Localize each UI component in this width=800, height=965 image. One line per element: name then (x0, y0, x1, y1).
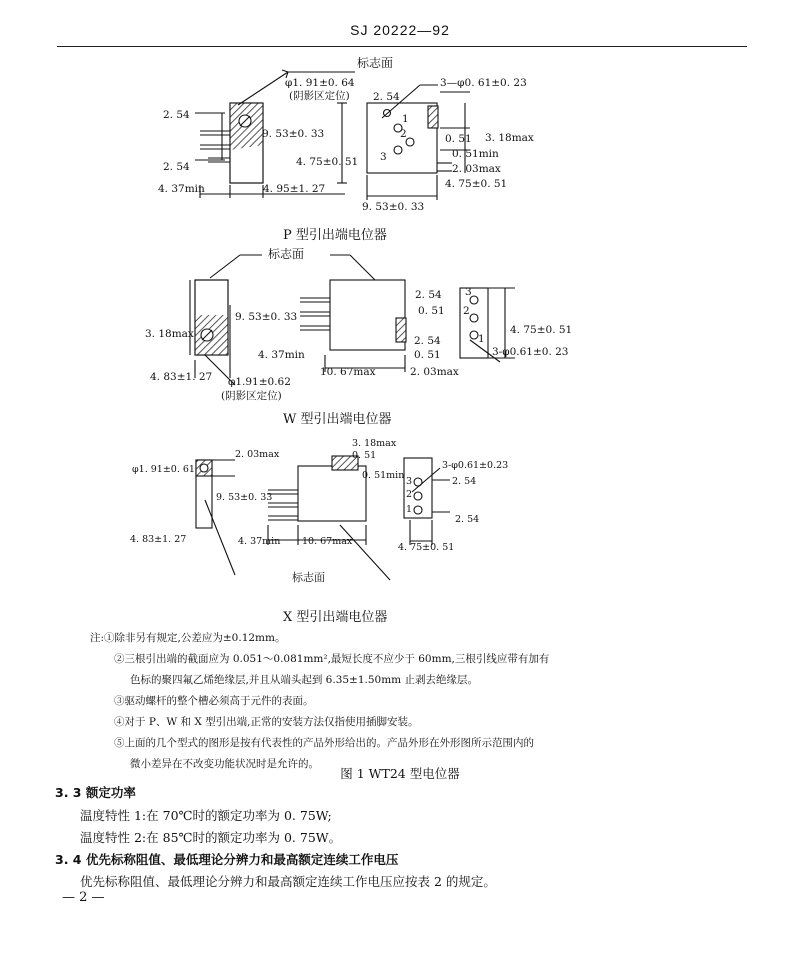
p-dim-shade-hole: φ1. 91±0. 64 (285, 77, 355, 89)
note-4: ④对于 P、W 和 X 型引出端,正常的安装方法仅指使用插脚安装。 (114, 716, 419, 728)
w-dim-318: 3. 18max (145, 328, 194, 340)
p-dim-051a: 0. 51 (445, 133, 472, 145)
note-2-cont: 色标的聚四氟乙烯绝缘层,并且从端头起到 6.35±1.50mm 止剥去绝缘层。 (130, 674, 478, 686)
x-pin-3-label: 3 (406, 476, 413, 487)
w-pin-3-icon (470, 331, 478, 339)
w-dim-254b: 2. 54 (414, 335, 441, 347)
w-dim-203: 2. 03max (410, 366, 459, 378)
w-dim-1067: 10. 67max (320, 366, 376, 378)
x-pin-2-label: 2 (406, 489, 413, 500)
page-number: — 2 — (62, 890, 105, 905)
w-dim-475: 4. 75±0. 51 (510, 324, 573, 336)
section-3-4-line-1: 优先标称阻值、最低理论分辨力和最高额定连续工作电压应按表 2 的规定。 (80, 874, 496, 889)
section-3-3-line-2: 温度特性 2:在 85℃时的额定功率为 0. 75W。 (80, 830, 342, 845)
p-dim-254b: 2. 54 (163, 161, 190, 173)
p-dim-pin-hole: 3—φ0. 61±0. 23 (440, 77, 527, 89)
p-dim-953b: 9. 53±0. 33 (362, 201, 425, 213)
x-dim-051a: 0. 51 (352, 450, 377, 461)
p-dim-051b: 0. 51min (452, 148, 499, 160)
p-pin-2-label: 2 (400, 128, 407, 140)
p-dim-254c: 2. 54 (373, 91, 400, 103)
x-face-label: 标志面 (292, 571, 325, 584)
x-dim-051b: 0. 51min (362, 470, 405, 481)
p-face-label: 标志面 (357, 56, 394, 70)
note-2: ②三根引出端的截面应为 0.051～0.081mm²,最短长度不应少于 60mm,三根引线应带有加有 (114, 653, 550, 665)
w-pin-2-label: 2 (463, 305, 470, 317)
section-3-4-heading: 3. 4 优先标称阻值、最低理论分辨力和最高额定连续工作电压 (55, 852, 399, 867)
figure-notes (90, 628, 730, 775)
figure-x-labels (130, 438, 508, 584)
w-dim-051a: 0. 51 (418, 305, 445, 317)
w-type-caption: W 型引出端电位器 (283, 412, 392, 427)
p-dim-953a: 9. 53±0. 33 (262, 128, 325, 140)
x-front-body (298, 466, 366, 521)
x-dim-1067: 10. 67max (302, 536, 353, 547)
p-pin-3-label: 3 (380, 151, 387, 163)
p-dim-475b: 4. 75±0. 51 (445, 178, 508, 190)
w-pin-2-icon (470, 314, 478, 322)
p-dim-437: 4. 37min (158, 183, 205, 195)
x-dim-318: 3. 18max (352, 438, 397, 449)
x-dim-483: 4. 83±1. 27 (130, 534, 187, 545)
w-pin-1-label: 1 (478, 333, 485, 345)
figure-p-labels (158, 55, 534, 213)
p-type-caption: P 型引出端电位器 (283, 228, 387, 243)
section-3-3-heading: 3. 3 额定功率 (55, 785, 136, 800)
p-dim-475a: 4. 75±0. 51 (296, 156, 359, 168)
w-dim-953: 9. 53±0. 33 (235, 311, 298, 323)
note-5-cont: 微小差异在不改变功能状况时是允许的。 (130, 758, 319, 770)
w-dim-pin-hole: 3-φ0.61±0. 23 (492, 346, 569, 358)
figure-x-type (196, 456, 450, 580)
x-dim-203: 2. 03max (235, 449, 280, 460)
p-dim-shade-note: (阴影区定位) (289, 90, 350, 102)
p-dim-254a: 2. 54 (163, 109, 190, 121)
x-dim-437: 4. 37min (238, 536, 281, 547)
w-front-body (330, 280, 405, 350)
x-dim-254b: 2. 54 (455, 514, 480, 525)
running-header: SJ 20222—92 (350, 22, 450, 38)
section-3-3-line-1: 温度特性 1:在 70℃时的额定功率为 0. 75W; (80, 808, 332, 823)
p-pin-3-icon (394, 146, 402, 154)
x-dim-pin-hole: 3-φ0.61±0.23 (442, 460, 509, 471)
x-type-caption: X 型引出端电位器 (283, 610, 388, 625)
w-dim-483: 4. 83±1. 27 (150, 371, 213, 383)
figure-caption: 图 1 WT24 型电位器 (340, 766, 460, 781)
w-pin-3-label: 3 (465, 286, 472, 298)
w-face-label: 标志面 (268, 247, 305, 261)
p-dim-495: 4. 95±1. 27 (263, 183, 326, 195)
x-dim-shade-hole: φ1. 91±0. 61 (132, 464, 195, 475)
w-dim-437: 4. 37min (258, 349, 305, 361)
w-dim-051b: 0. 51 (414, 349, 441, 361)
note-3: ③驱动螺杆的整个槽必须高于元件的表面。 (114, 695, 314, 707)
w-dim-shade-note: (阴影区定位) (221, 390, 282, 402)
p-pin-2-icon (406, 138, 414, 146)
x-dim-475: 4. 75±0. 51 (398, 542, 455, 553)
w-dim-shade-hole: φ1.91±0.62 (228, 376, 291, 388)
note-1: 注:①除非另有规定,公差应为±0.12mm。 (90, 632, 286, 644)
note-5: ⑤上面的几个型式的图形是按有代表性的产品外形给出的。产品外形在外形图所示范围内的 (114, 737, 534, 749)
p-pin-1-label: 1 (402, 113, 409, 125)
x-dim-953: 9. 53±0. 33 (216, 492, 273, 503)
x-dim-254a: 2. 54 (452, 476, 477, 487)
x-pin-1-label: 1 (406, 504, 413, 515)
w-dim-254a: 2. 54 (415, 289, 442, 301)
p-dim-203: 2. 03max (452, 163, 501, 175)
p-dim-318: 3. 18max (485, 132, 534, 144)
